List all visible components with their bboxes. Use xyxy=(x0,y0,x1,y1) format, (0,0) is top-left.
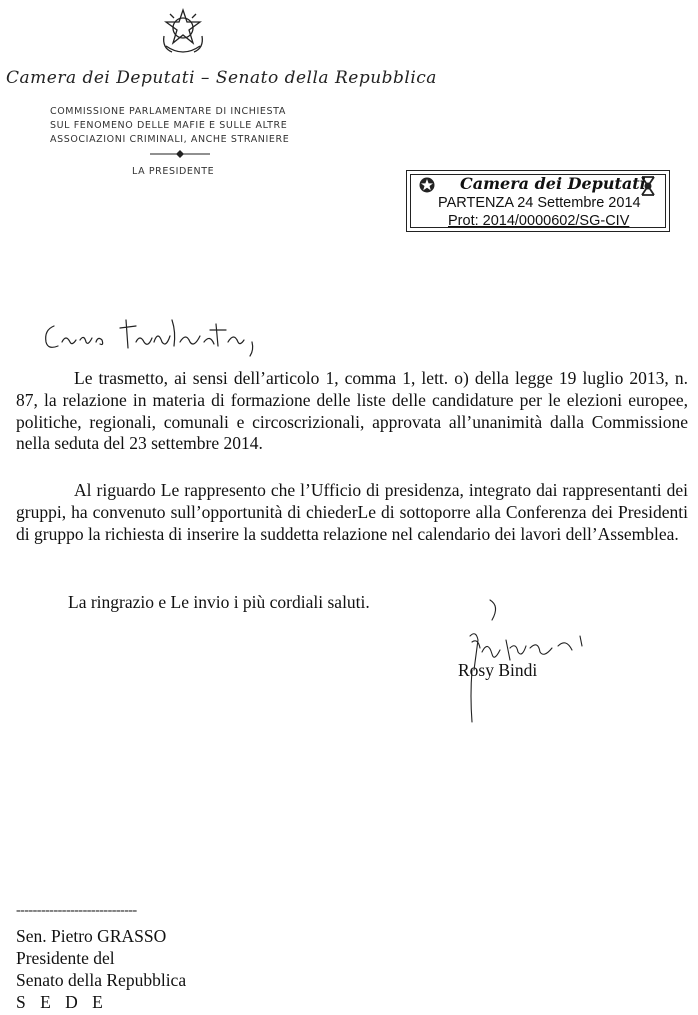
letterhead-divider xyxy=(150,150,210,158)
handwritten-salutation xyxy=(40,312,270,360)
stamp-protocol-number: Prot: 2014/0000602/SG-CIV xyxy=(448,213,630,229)
recipient-rule: ----------------------------- xyxy=(16,903,137,918)
closing-line: La ringrazio e Le invio i più cordiali saluti. xyxy=(68,592,370,612)
recipient-line: S E D E xyxy=(16,992,108,1012)
recipient-line: Sen. Pietro GRASSO xyxy=(16,926,167,946)
body-paragraph: Le trasmetto, ai sensi dell’articolo 1, comma 1, lett. o) della legge 19 luglio 2013, n. 87, la relazione in materia di formazione delle liste delle candidature per le elezioni europee, politiche, regionali, comunali e circoscrizionali, approvata all’unanimità dalla Commissione nella seduta del 23 settembre 2014. xyxy=(16,368,688,454)
italian-republic-emblem xyxy=(160,6,206,58)
stamp-emblem-icon xyxy=(418,176,436,194)
stamp-title: Camera dei Deputati xyxy=(460,174,646,193)
recipient-line: Senato della Repubblica xyxy=(16,970,187,990)
signatory-name: Rosy Bindi xyxy=(458,660,538,680)
letterhead-commission-line: ASSOCIAZIONI CRIMINALI, ANCHE STRANIERE xyxy=(50,134,290,145)
letterhead-institutions: Camera dei Deputati – Senato della Repubblica xyxy=(6,68,437,88)
body-paragraph: Al riguardo Le rappresento che l’Ufficio di presidenza, integrato dai rappresentanti dei gruppi, ha convenuto sull’opportunità di chiederLe di sottoporre alla Conferenza dei Presidenti di gruppo la richiesta di inserire la suddetta relazione nel calendario dei lavori dell’Assemblea. xyxy=(16,480,688,544)
letterhead-commission-line: COMMISSIONE PARLAMENTARE DI INCHIESTA xyxy=(50,106,286,117)
letterhead-commission-line: SUL FENOMENO DELLE MAFIE E SULLE ALTRE xyxy=(50,120,288,131)
letterhead-role: LA PRESIDENTE xyxy=(132,166,215,177)
stamp-date: PARTENZA 24 Settembre 2014 xyxy=(438,195,641,211)
recipient-line: Presidente del xyxy=(16,948,115,968)
